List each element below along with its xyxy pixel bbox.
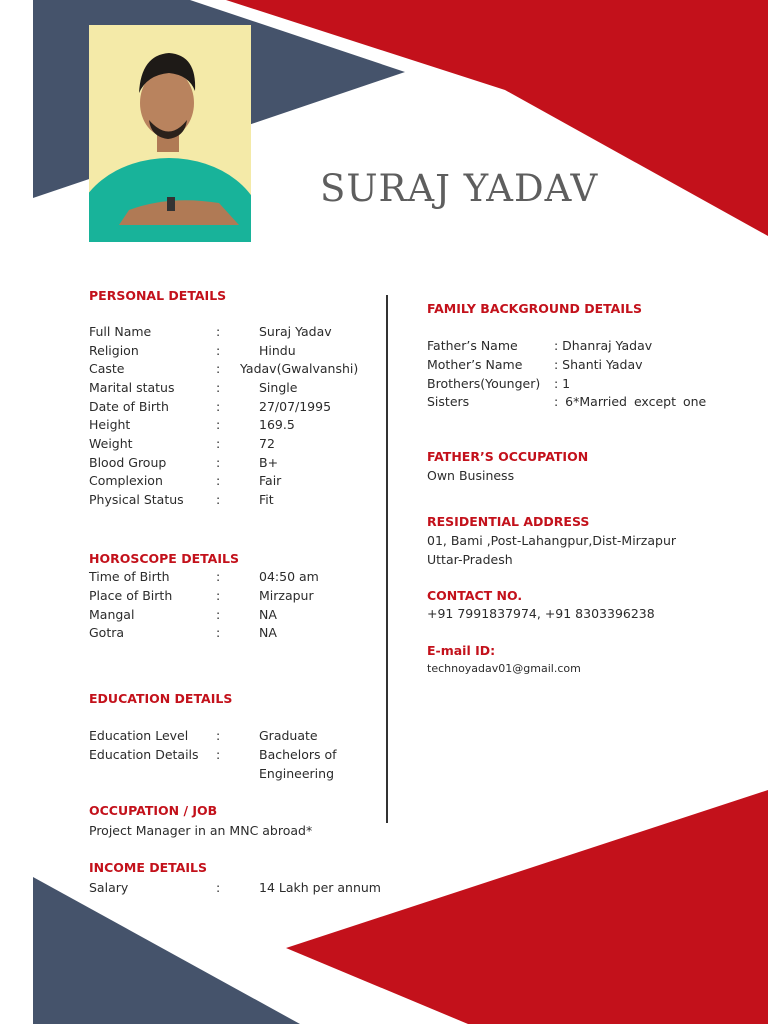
salary-separator: : — [216, 880, 221, 895]
address-line-1: 01, Bami ,Post-Lahangpur,Dist-Mirzapur — [427, 533, 677, 548]
row-value: 72 — [259, 436, 275, 451]
email-address: technoyadav01@gmail.com — [427, 662, 581, 675]
row-separator: : — [216, 417, 221, 432]
education-details-heading: EDUCATION DETAILS — [89, 691, 233, 706]
contact-numbers: +91 7991837974, +91 8303396238 — [427, 606, 655, 621]
row-label: Full Name — [89, 324, 152, 339]
fathers-occupation-heading: FATHER’S OCCUPATION — [427, 449, 589, 464]
row-separator: : — [216, 569, 221, 584]
residential-address-heading: RESIDENTIAL ADDRESS — [427, 514, 590, 529]
family-background-heading: FAMILY BACKGROUND DETAILS — [427, 301, 642, 316]
row-value: : 6*Married except one — [554, 394, 707, 409]
row-value: 169.5 — [259, 417, 295, 432]
row-label: Weight — [89, 436, 133, 451]
row-value: : Shanti Yadav — [554, 357, 643, 372]
row-value: 04:50 am — [259, 569, 319, 584]
row-separator: : — [216, 588, 221, 603]
row-label: Gotra — [89, 625, 125, 640]
row-value: Bachelors of — [259, 747, 337, 762]
occupation-heading: OCCUPATION / JOB — [89, 803, 218, 818]
row-label: Complexion — [89, 473, 163, 488]
row-value: Suraj Yadav — [259, 324, 332, 339]
row-separator: : — [216, 607, 221, 622]
row-label: Education Level — [89, 728, 189, 743]
row-separator: : — [216, 343, 221, 358]
row-label: Caste — [89, 361, 125, 376]
row-value: Graduate — [259, 728, 318, 743]
row-label: Place of Birth — [89, 588, 173, 603]
row-separator: : — [216, 728, 221, 743]
row-value: : Dhanraj Yadav — [554, 338, 653, 353]
personal-details-heading: PERSONAL DETAILS — [89, 288, 227, 303]
column-divider — [386, 295, 388, 823]
row-separator: : — [216, 361, 221, 376]
row-label: Height — [89, 417, 131, 432]
row-separator: : — [216, 747, 221, 762]
row-label: Religion — [89, 343, 139, 358]
row-value: Fit — [259, 492, 274, 507]
fathers-occupation-text: Own Business — [427, 468, 515, 483]
address-line-2: Uttar-Pradesh — [427, 552, 513, 567]
row-value: NA — [259, 607, 277, 622]
horoscope-details-heading: HOROSCOPE DETAILS — [89, 551, 239, 566]
row-label: Date of Birth — [89, 399, 169, 414]
row-label: Father’s Name — [427, 338, 518, 353]
row-separator: : — [216, 436, 221, 451]
row-separator: : — [216, 380, 221, 395]
row-value: Fair — [259, 473, 282, 488]
contact-heading: CONTACT NO. — [427, 588, 523, 603]
row-label: Physical Status — [89, 492, 184, 507]
row-value: Mirzapur — [259, 588, 314, 603]
row-separator: : — [216, 324, 221, 339]
row-label: Sisters — [427, 394, 470, 409]
row-separator: : — [216, 492, 221, 507]
row-label: Education Details — [89, 747, 199, 762]
row-value: Single — [259, 380, 298, 395]
salary-label: Salary — [89, 880, 129, 895]
salary-value: 14 Lakh per annum — [259, 880, 381, 895]
row-separator: : — [216, 473, 221, 488]
bottom-right-red-shape — [286, 790, 768, 1024]
row-separator: : — [216, 625, 221, 640]
row-label: Marital status — [89, 380, 175, 395]
candidate-name: SURAJ YADAV — [320, 167, 599, 210]
row-label: Mother’s Name — [427, 357, 523, 372]
row-label: Brothers(Younger) — [427, 376, 541, 391]
row-separator: : — [216, 455, 221, 470]
occupation-text: Project Manager in an MNC abroad* — [89, 823, 313, 838]
row-separator: : — [216, 399, 221, 414]
row-label: Mangal — [89, 607, 135, 622]
bottom-left-navy-shape — [33, 877, 300, 1024]
row-value: Hindu — [259, 343, 296, 358]
row-value-continued: Engineering — [259, 766, 334, 781]
row-value: B+ — [259, 455, 279, 470]
email-heading: E-mail ID: — [427, 643, 496, 658]
row-label: Blood Group — [89, 455, 167, 470]
row-value: NA — [259, 625, 277, 640]
person-illustration — [89, 25, 251, 242]
row-value: : 1 — [554, 376, 571, 391]
row-value: Yadav(Gwalvanshi) — [240, 361, 359, 376]
profile-photo — [89, 25, 251, 242]
row-label: Time of Birth — [89, 569, 170, 584]
row-value: 27/07/1995 — [259, 399, 332, 414]
income-heading: INCOME DETAILS — [89, 860, 208, 875]
